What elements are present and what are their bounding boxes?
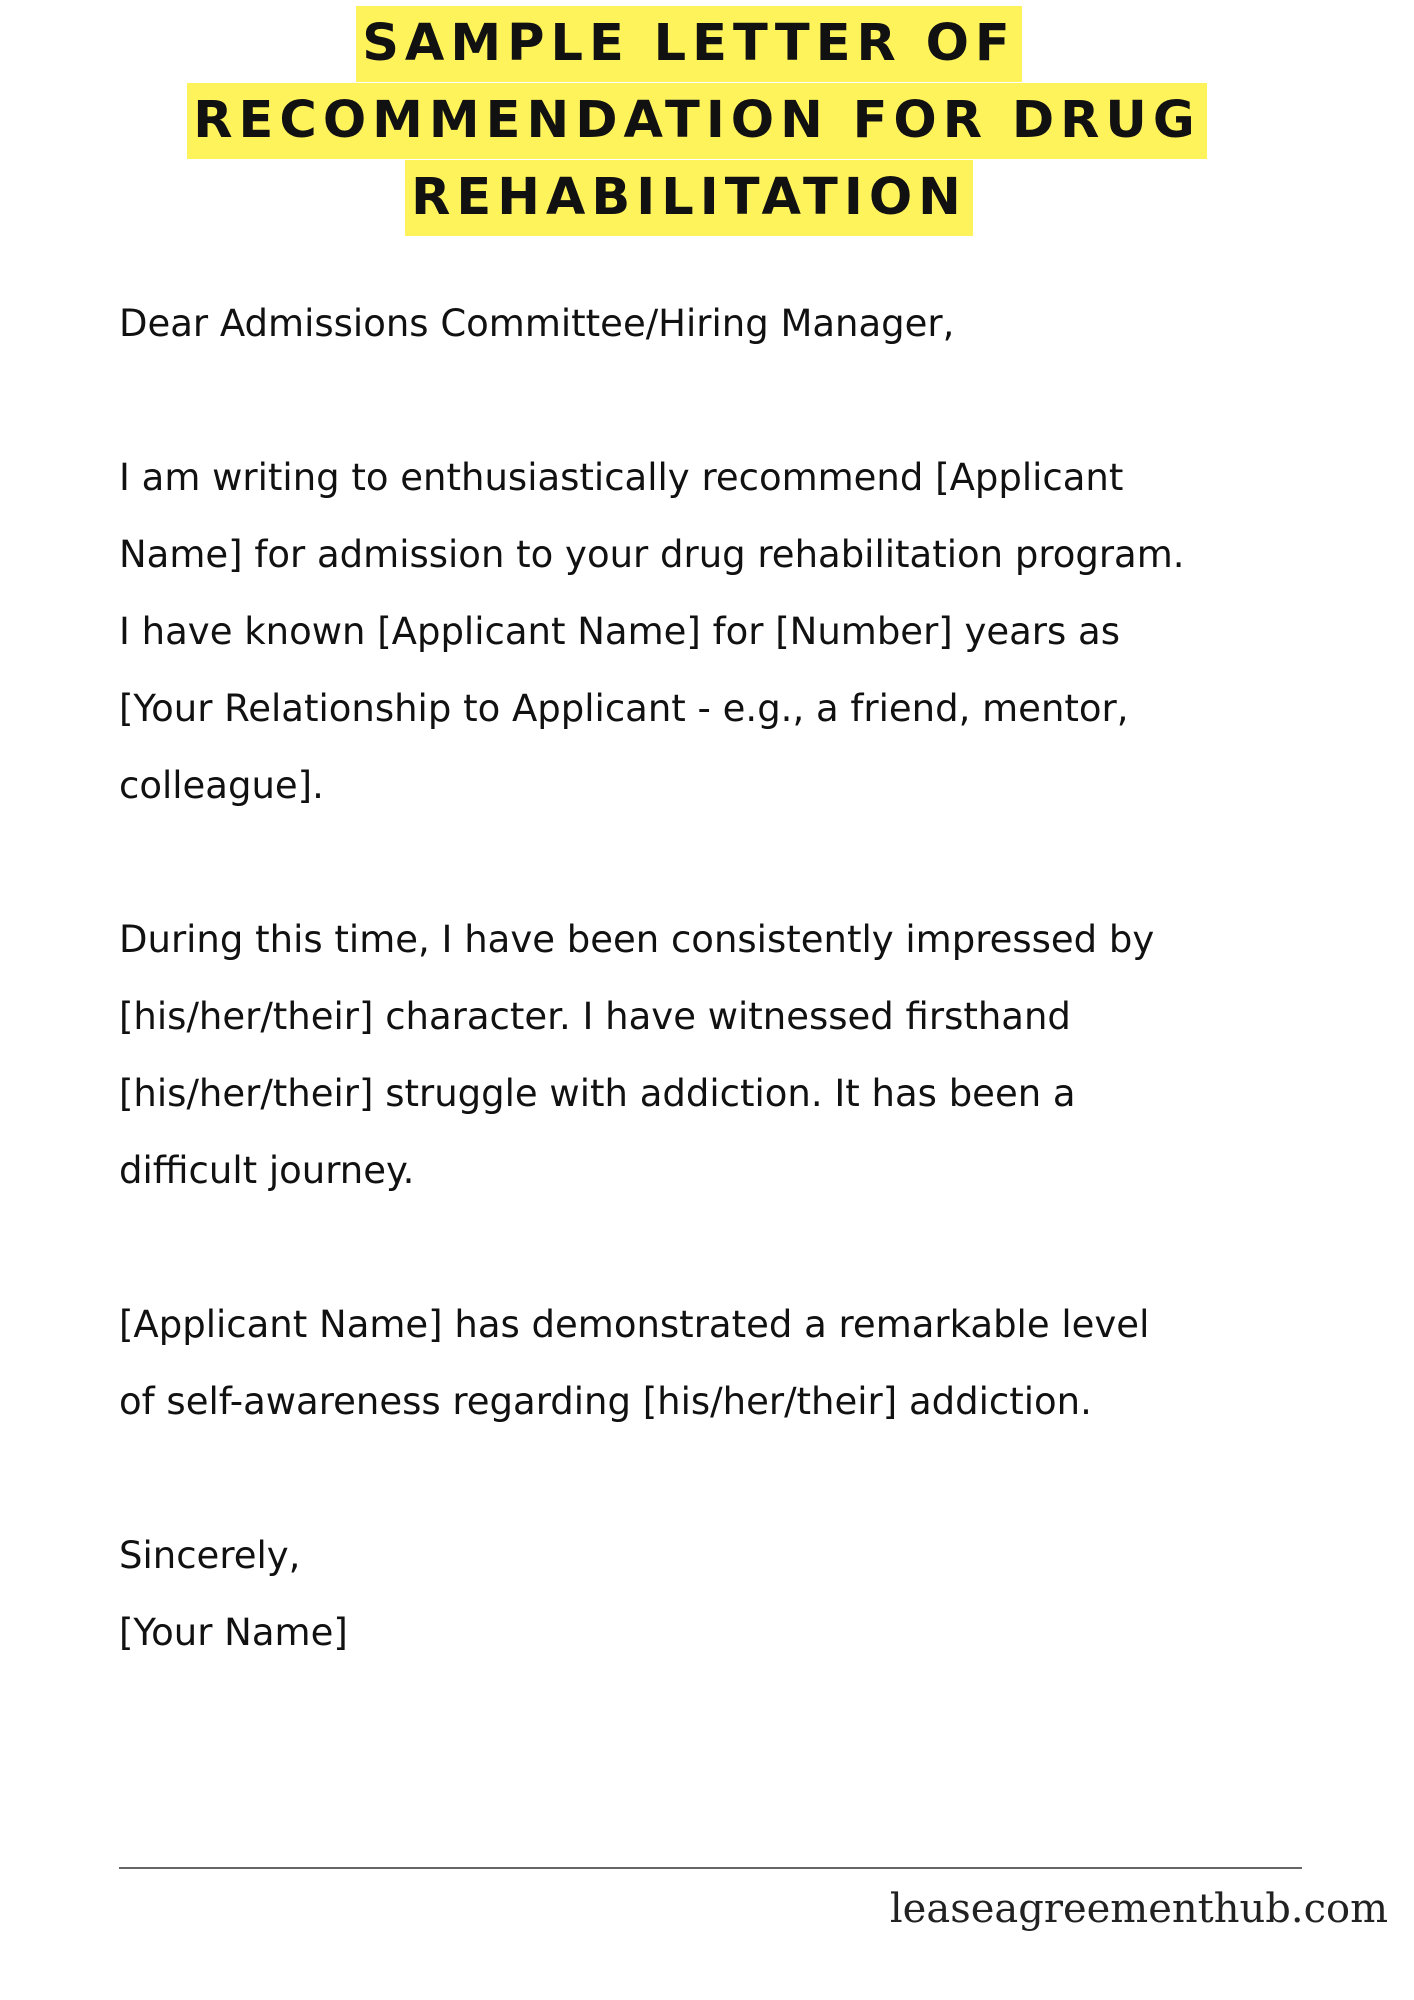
footer-website: leaseagreementhub.com	[889, 1886, 1388, 1932]
paragraph-line: [his/her/their] struggle with addiction. It has been a	[119, 1072, 1076, 1115]
title-line-1: SAMPLE LETTER OF	[356, 6, 1022, 82]
paragraph-line: of self-awareness regarding [his/her/their] addiction.	[119, 1380, 1092, 1423]
paragraph-line: I have known [Applicant Name] for [Number] years as	[119, 610, 1121, 653]
paragraph-3	[119, 1286, 1359, 1440]
paragraph-1	[119, 439, 1359, 824]
paragraph-line: colleague].	[119, 764, 324, 807]
paragraph-2	[119, 901, 1359, 1209]
paragraph-line: Name] for admission to your drug rehabilitation program.	[119, 533, 1185, 576]
paragraph-line: During this time, I have been consistently impressed by	[119, 918, 1155, 961]
footer-divider	[119, 1867, 1302, 1869]
paragraph-line: [Applicant Name] has demonstrated a remarkable level	[119, 1303, 1150, 1346]
page-title	[0, 6, 1414, 237]
letter-body	[119, 285, 1359, 1671]
paragraph-line: difficult journey.	[119, 1149, 415, 1192]
signature: [Your Name]	[119, 1611, 348, 1654]
paragraph-line: [his/her/their] character. I have witnessed firsthand	[119, 995, 1071, 1038]
paragraph-line: [Your Relationship to Applicant - e.g., a friend, mentor,	[119, 687, 1129, 730]
title-line-2: RECOMMENDATION FOR DRUG	[187, 83, 1206, 159]
title-line-3: REHABILITATION	[405, 160, 973, 236]
closing: Sincerely,	[119, 1534, 301, 1577]
salutation: Dear Admissions Committee/Hiring Manager,	[119, 302, 955, 345]
paragraph-line: I am writing to enthusiastically recommend [Applicant	[119, 456, 1124, 499]
